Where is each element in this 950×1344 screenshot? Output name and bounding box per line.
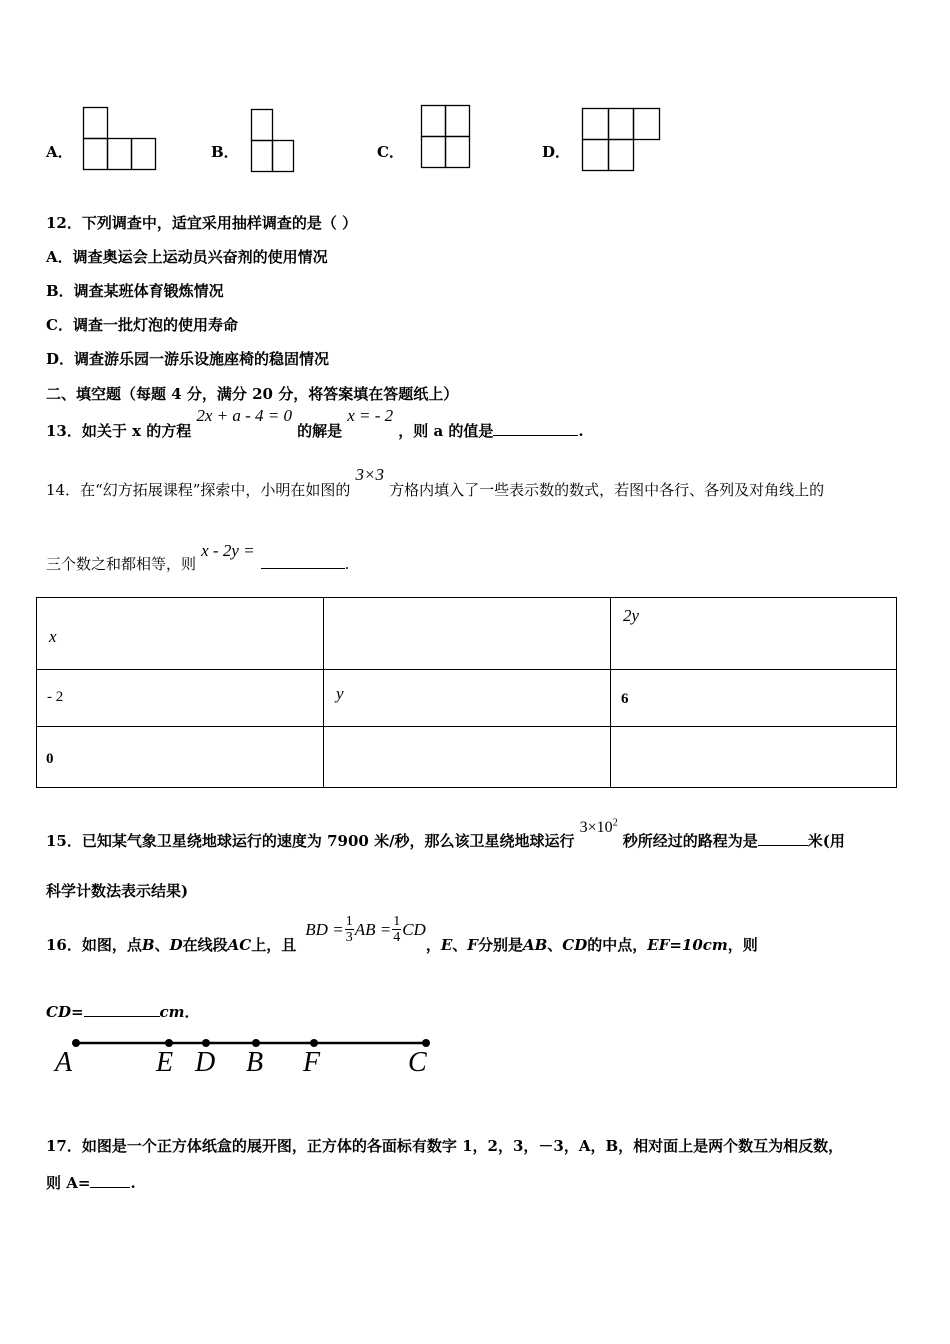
grid-cell-r1c3: 2y	[611, 598, 897, 670]
q15-answer-blank[interactable]	[758, 845, 808, 846]
q14-line2-text: 三个数之和都相等，则	[46, 555, 197, 573]
q12-stem: 12．下列调查中，适宜采用抽样调查的是（ ）	[46, 214, 358, 232]
label-f: F	[303, 1047, 321, 1078]
q14-line2	[46, 540, 350, 573]
point-a	[72, 1039, 80, 1047]
q17-answer-blank[interactable]	[90, 1187, 130, 1188]
q14-dimension: 3×3	[355, 465, 385, 484]
point-c	[422, 1039, 430, 1047]
label-b: B	[246, 1047, 264, 1078]
point-d	[202, 1039, 210, 1047]
option-b-figure	[251, 109, 297, 173]
q17-line1: 17．如图是一个正方体纸盒的展开图，正方体的各面标有数字 1，2，3，－3，A，B，相对面上是两个数互为相反数，	[46, 1137, 844, 1155]
magic-square-grid	[36, 597, 897, 788]
grid-cell-r2c3: 6	[611, 670, 897, 727]
option-a-label: A．	[46, 143, 73, 161]
q12-option-b: B．调查某班体育锻炼情况	[46, 282, 224, 300]
q15-unit: 米(用	[807, 832, 845, 850]
q15-exponent: 2	[612, 817, 618, 829]
grid-cell-r2c1: - 2	[37, 670, 324, 727]
q16-line1: 16．如图，点B、D在线段AC上，且 BD = $\frac{1}{3}$ AB = $\frac{1}{4}$ CD ，E、F分别是AB、CD的中点，EF=10cm，则	[46, 914, 758, 954]
option-a-figure	[83, 107, 158, 171]
q15-post: 秒所经过的路程为是	[622, 832, 758, 850]
option-c-figure	[421, 105, 473, 169]
grid-cell-r2c2: y	[324, 670, 611, 727]
grid-cell-r1c2	[324, 598, 611, 670]
point-b	[252, 1039, 260, 1047]
option-d-label: D．	[542, 143, 571, 161]
grid-cell-r3c2	[324, 727, 611, 788]
q13-mid: 的解是	[297, 422, 343, 440]
q14-pre: 14．在“幻方拓展课程”探索中，小明在如图的	[46, 481, 351, 499]
section-heading: 二、填空题（每题 4 分，满分 20 分，将答案填在答题纸上）	[46, 385, 459, 403]
q14-answer-blank[interactable]	[261, 568, 345, 569]
q17-line2: 则 A= .	[46, 1174, 136, 1192]
grid-cell-r1c1: x	[37, 598, 324, 670]
q15-pre: 15．已知某气象卫星绕地球运行的速度为 7900 米/秒，那么该卫星绕地球运行	[46, 832, 575, 850]
q15-base: 3×10	[579, 819, 613, 836]
q14-line1	[46, 464, 825, 499]
q12-option-d: D．调查游乐园一游乐设施座椅的稳固情况	[46, 350, 330, 368]
q13-end: .	[578, 422, 584, 440]
grid-cell-r3c3	[611, 727, 897, 788]
q16-line2: CD= cm．	[46, 1003, 200, 1021]
q12-option-c: C．调查一批灯泡的使用寿命	[46, 316, 238, 334]
point-f	[310, 1039, 318, 1047]
q14-end: .	[344, 555, 350, 573]
q14-post: 方格内填入了一些表示数的数式，若图中各行、各列及对角线上的	[389, 481, 825, 499]
label-c: C	[408, 1047, 427, 1078]
grid-cell-r3c1: 0	[37, 727, 324, 788]
q13-equation: 2x + a - 4 = 0	[196, 406, 293, 425]
option-b-label: B．	[211, 143, 239, 161]
q13	[46, 405, 584, 440]
q15-line1	[46, 816, 845, 850]
q13-pre: 13．如关于 x 的方程	[46, 422, 192, 440]
point-e	[165, 1039, 173, 1047]
q13-post: ，则 a 的值是	[398, 422, 494, 440]
q12-option-a: A．调查奥运会上运动员兴奋剂的使用情况	[46, 248, 328, 266]
option-d-figure	[582, 108, 664, 172]
q15-line2: 科学计数法表示结果)	[46, 882, 189, 900]
q13-answer-blank[interactable]	[493, 435, 578, 436]
label-e: E	[156, 1047, 174, 1078]
label-a: A	[55, 1047, 73, 1078]
q16-answer-blank[interactable]	[84, 1016, 160, 1017]
q16-formula: BD = $\frac{1}{3}$ AB = $\frac{1}{4}$ CD	[305, 914, 426, 945]
label-d: D	[195, 1047, 216, 1078]
option-c-label: C．	[377, 143, 404, 161]
q13-solution: x = - 2	[347, 406, 394, 425]
q14-expression: x - 2y =	[201, 541, 255, 560]
